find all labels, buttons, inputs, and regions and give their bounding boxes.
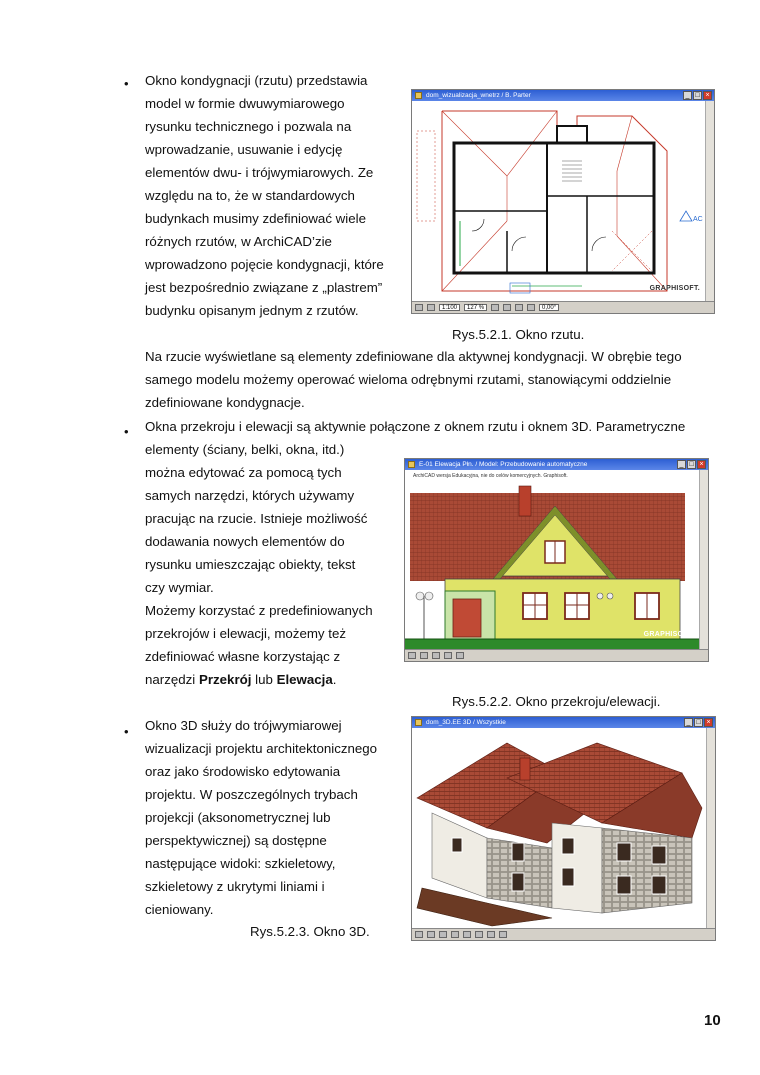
close-icon[interactable]: × (704, 718, 713, 727)
minimize-icon[interactable]: _ (683, 91, 692, 100)
text-line: rysunku technicznego i pozwala na (145, 119, 352, 134)
floor-plan-drawing (412, 101, 705, 302)
bullet: • (124, 424, 129, 439)
3d-window (411, 716, 716, 941)
elevation-window (404, 458, 709, 662)
toolbar-icon[interactable] (420, 652, 428, 659)
toolbar-icon[interactable] (456, 652, 464, 659)
text-line: względu na to, że w standardowych (145, 188, 355, 203)
text-line: projektu. W poszczególnych trybach (145, 787, 358, 802)
text-line: wizualizacji projektu architektonicznego (145, 741, 378, 756)
maximize-icon[interactable]: □ (693, 91, 702, 100)
svg-text:AC: AC (693, 216, 703, 223)
minimize-icon[interactable]: _ (677, 460, 686, 469)
text-line: samego modelu możemy operować wieloma odrębnymi rzutami, stanowiącymi oddzielnie (145, 372, 672, 387)
text-line: cieniowany. (145, 902, 214, 917)
vertical-scrollbar[interactable] (706, 728, 715, 929)
text-line: Okna przekroju i elewacji są aktywnie połączone z oknem rzutu i oknem 3D. Parametryczne (145, 419, 686, 434)
text-line: pracując na rzucie. Istnieje możliwość (145, 511, 368, 526)
graphisoft-logo: GRAPHISOFT. (643, 631, 694, 638)
text-line (145, 668, 373, 691)
angle-field[interactable]: 0,00° (539, 304, 559, 311)
zoom-field[interactable]: 127 % (464, 304, 487, 311)
section1-continuation (145, 345, 682, 414)
text-line: elementów dwu- i trójwymiarowych. Ze (145, 165, 374, 180)
toolbar-icon[interactable] (499, 931, 507, 938)
fit-icon[interactable] (515, 304, 523, 311)
scale-field[interactable]: 1:100 (439, 304, 460, 311)
maximize-icon[interactable]: □ (687, 460, 696, 469)
text-line: oraz jako środowisko edytowania (145, 764, 341, 779)
status-bar (412, 928, 715, 940)
vertical-scrollbar[interactable] (705, 101, 714, 302)
figure-caption: Rys.5.2.1. Okno rzutu. (452, 327, 585, 342)
text-line: budynku opisanym jednym z rzutów. (145, 303, 359, 318)
elevation-note: ArchiCAD wersja Edukacyjna, nie do celów komercyjnych. Graphisoft. (413, 473, 568, 479)
app-icon (408, 461, 415, 468)
text-line: Na rzucie wyświetlane są elementy zdefiniowane dla aktywnej kondygnacji. W obrębie tego (145, 349, 682, 364)
toolbar-icon[interactable] (463, 931, 471, 938)
window-title: dom_wizualizacja_wnetrz / B. Parter (426, 92, 531, 99)
text-line: można edytować za pomocą tych (145, 465, 342, 480)
text-fragment: lub (251, 672, 277, 687)
close-icon[interactable]: × (697, 460, 706, 469)
text-line: następujące widoki: szkieletowy, (145, 856, 336, 871)
toolbar-icon[interactable] (444, 652, 452, 659)
text-line: elementy (ściany, belki, okna, itd.) (145, 442, 345, 457)
bullet: • (124, 724, 129, 739)
text-fragment: . (332, 672, 337, 687)
window-title: E-01 Elewacja Płn. / Model: Przebudowanie automatyczne (419, 461, 588, 468)
toolbar-icon[interactable] (487, 931, 495, 938)
text-line: dodawania nowych elementów do (145, 534, 345, 549)
bold-term-elewacja: Elewacja (276, 672, 333, 687)
bullet: • (124, 76, 129, 91)
status-bar (405, 649, 708, 661)
toolbar-icon[interactable] (439, 931, 447, 938)
toolbar-icon[interactable] (427, 931, 435, 938)
zoom-out-icon[interactable] (503, 304, 511, 311)
text-line: czy wymiar. (145, 580, 214, 595)
vertical-scrollbar[interactable] (699, 470, 708, 650)
section2-paragraph (145, 438, 373, 691)
toolbar-icon[interactable] (408, 652, 416, 659)
section2-lead (145, 415, 685, 438)
text-line: rysunku umieszczając obiekty, tekst (145, 557, 356, 572)
floor-plan-window (411, 89, 715, 314)
status-bar (412, 301, 714, 313)
text-line: samych narzędzi, których używamy (145, 488, 355, 503)
text-line: Możemy korzystać z predefiniowanych (145, 603, 373, 618)
toolbar-icon[interactable] (427, 304, 435, 311)
house-3d-render (412, 728, 706, 929)
text-line: zdefiniowane kondygnacje. (145, 395, 305, 410)
figure-caption: Rys.5.2.2. Okno przekroju/elewacji. (452, 694, 661, 709)
minimize-icon[interactable]: _ (684, 718, 693, 727)
app-icon (415, 719, 422, 726)
text-line: budynkach musimy zdefiniować wiele (145, 211, 366, 226)
text-line: Okno 3D służy do trójwymiarowej (145, 718, 342, 733)
figure-caption: Rys.5.2.3. Okno 3D. (250, 924, 370, 939)
toolbar-icon[interactable] (415, 304, 423, 311)
text-line: przekrojów i elewacji, możemy też (145, 626, 346, 641)
text-line: szkieletowy z ukrytymi liniami i (145, 879, 325, 894)
text-line: wprowadzono pojęcie kondygnacji, które (145, 257, 384, 272)
close-icon[interactable]: × (703, 91, 712, 100)
page-number: 10 (704, 1012, 721, 1029)
graphisoft-logo: GRAPHISOFT. (649, 285, 700, 292)
zoom-in-icon[interactable] (491, 304, 499, 311)
toolbar-icon[interactable] (475, 931, 483, 938)
text-line: zdefiniować własne korzystając z (145, 649, 341, 664)
app-icon (415, 92, 422, 99)
window-titlebar (412, 717, 715, 728)
text-fragment: narzędzi (145, 672, 199, 687)
text-line: model w formie dwuwymiarowego (145, 96, 345, 111)
section1-paragraph (145, 69, 384, 322)
toolbar-icon[interactable] (432, 652, 440, 659)
toolbar-icon[interactable] (451, 931, 459, 938)
text-line: różnych rzutów, w ArchiCAD’zie (145, 234, 332, 249)
text-line: jest bezpośrednio związane z „plastrem” (145, 280, 383, 295)
text-line: perspektywicznej) są dostępne (145, 833, 327, 848)
window-titlebar (405, 459, 708, 470)
text-line: projekcji (aksonometrycznej lub (145, 810, 331, 825)
maximize-icon[interactable]: □ (694, 718, 703, 727)
toolbar-icon[interactable] (415, 931, 423, 938)
pan-icon[interactable] (527, 304, 535, 311)
text-line: wprowadzanie, usuwanie i edycję (145, 142, 343, 157)
section3-paragraph (145, 714, 377, 921)
text-line: Okno kondygnacji (rzutu) przedstawia (145, 73, 368, 88)
window-title: dom_3D.EE 3D / Wszystkie (426, 719, 506, 726)
window-titlebar (412, 90, 714, 101)
bold-term-przekroj: Przekrój (198, 672, 252, 687)
